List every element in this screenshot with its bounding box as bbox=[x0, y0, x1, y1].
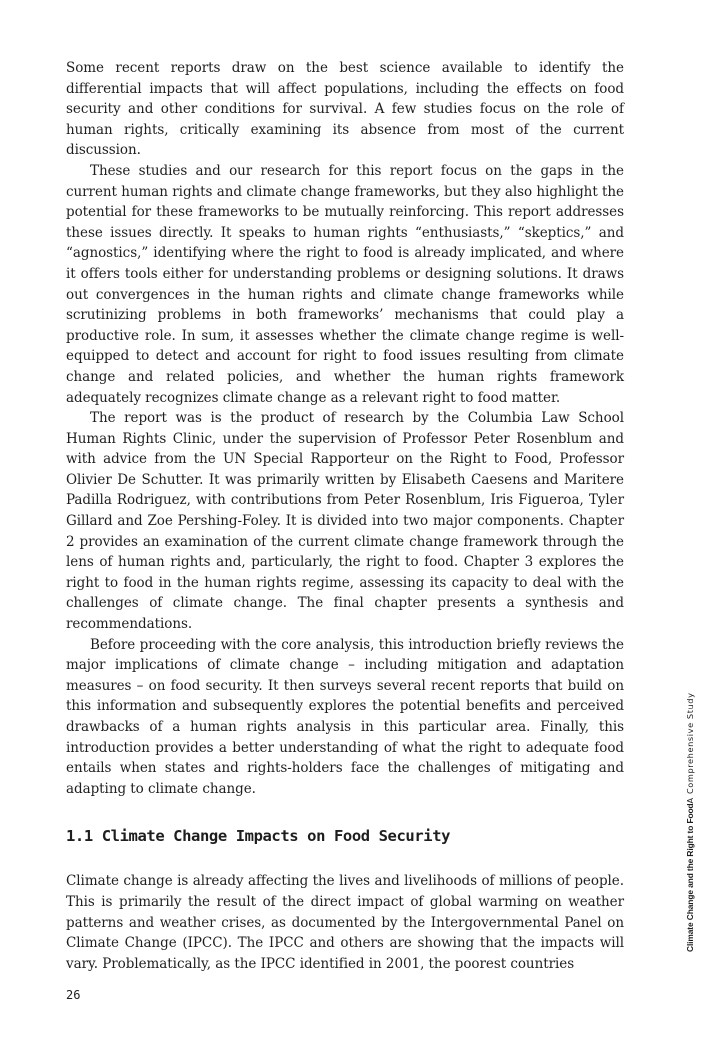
running-head-subtitle: A Comprehensive Study bbox=[685, 692, 695, 804]
running-head bbox=[685, 692, 695, 952]
running-head-title: Climate Change and the Right to Food bbox=[685, 803, 695, 952]
page-body bbox=[66, 58, 624, 974]
section-heading: 1.1 Climate Change Impacts on Food Security bbox=[66, 827, 451, 846]
page-number: 26 bbox=[66, 988, 81, 1002]
body-paragraph-5: Climate change is already affecting the lives and livelihoods of millions of people. This is primarily the result of the direct impact of global warming on weather patterns and weather crises, as documented by the Intergovernmental Panel on Climate Change (IPCC). The IPCC and others are showing that the impacts will vary. Problematically, as the IPCC identified in 2001, the poorest countries bbox=[66, 873, 624, 972]
body-paragraph-2: These studies and our research for this report focus on the gaps in the current human rights and climate change frameworks, but they also highlight the potential for these frameworks to be mutually reinforcing. This report addresses these issues directly. It speaks to human rights “enthusiasts,” “skeptics,” and “agnostics,” identifying where the right to food is already implicated, and where it offers tools either for understanding problems or designing solutions. It draws out convergences in the human rights and climate change frameworks while scrutinizing problems in both frameworks’ mechanisms that could play a productive role. In sum, it assesses whether the climate change regime is well-equipped to detect and account for right to food issues resulting from climate change and related policies, and whether the human rights framework adequately recognizes climate change as a relevant right to food matter. bbox=[66, 162, 624, 406]
body-paragraph-4: Before proceeding with the core analysis, this introduction briefly reviews the major implications of climate change – including mitigation and adaptation measures – on food security. It then surveys several recent reports that build on this information and subsequently explores the potential benefits and perceived drawbacks of a human rights analysis in this particular area. Finally, this introduction provides a better understanding of what the right to adequate food entails when states and rights-holders face the challenges of mitigating and adapting to climate change. bbox=[66, 636, 624, 797]
body-paragraph-1: Some recent reports draw on the best science available to identify the differential impacts that will affect populations, including the effects on food security and other conditions for survival. A few studies focus on the role of human rights, critically examining its absence from most of the current discussion. bbox=[66, 60, 624, 159]
body-paragraph-3: The report was is the product of research by the Columbia Law School Human Rights Clinic, under the supervision of Professor Peter Rosenblum and with advice from the UN Special Rapporteur on the Right to Food, Professor Olivier De Schutter. It was primarily written by Elisabeth Caesens and Maritere Padilla Rodriguez, with contributions from Peter Rosenblum, Iris Figueroa, Tyler Gillard and Zoe Pershing-Foley. It is divided into two major components. Chapter 2 provides an examination of the current climate change framework through the lens of human rights and, particularly, the right to food. Chapter 3 explores the right to food in the human rights regime, assessing its capacity to deal with the challenges of climate change. The final chapter presents a synthesis and recommendations. bbox=[66, 410, 624, 633]
